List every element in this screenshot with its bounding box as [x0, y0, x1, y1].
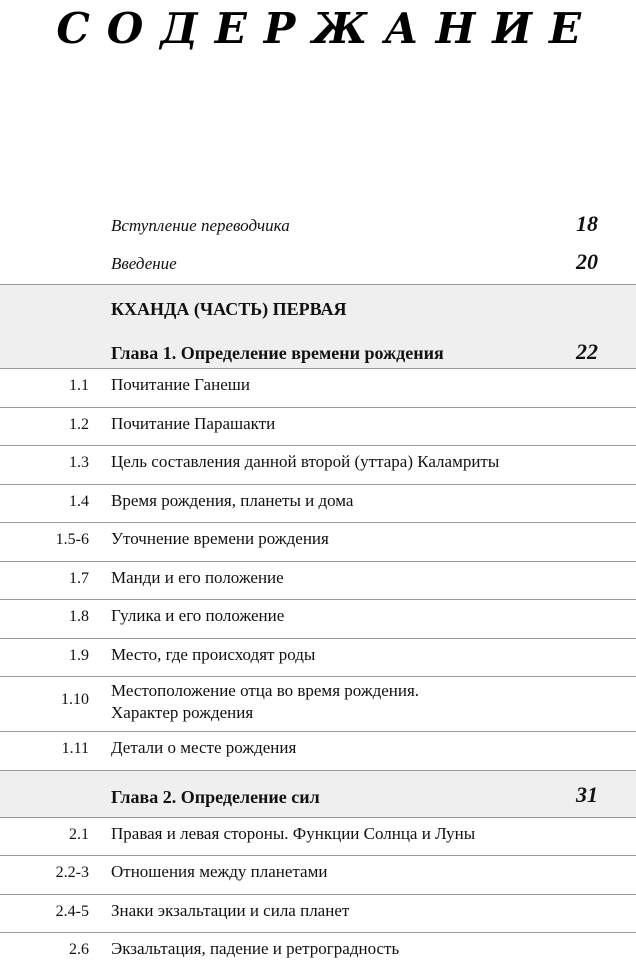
toc-entry[interactable] — [0, 523, 636, 562]
toc-entry-label: Знаки экзальтации и сила планет — [111, 901, 350, 920]
toc-entry[interactable] — [0, 562, 636, 600]
toc-entry-label: Место, где происходят роды — [111, 645, 316, 664]
toc-entry-number: 1.5-6 — [55, 531, 89, 548]
toc-entry-number: 2.4-5 — [55, 903, 89, 920]
toc-entry-label: Введение — [111, 254, 177, 273]
toc-entry[interactable] — [0, 933, 636, 972]
page-title: СОДЕРЖАНИЕ — [56, 4, 598, 53]
chapter-title[interactable]: Глава 2. Определение сил — [111, 787, 320, 807]
toc-entry-number: 1.11 — [61, 740, 89, 757]
part-title: КХАНДА (ЧАСТЬ) ПЕРВАЯ — [111, 299, 347, 319]
toc-entry-number: 2.1 — [69, 826, 89, 843]
toc-entry[interactable] — [0, 600, 636, 639]
toc-entry[interactable] — [0, 639, 636, 677]
toc-entry-label: Почитание Ганеши — [111, 375, 250, 394]
toc-entry-label: Манди и его положение — [111, 568, 284, 587]
toc-entry-number: 1.3 — [69, 454, 89, 471]
toc-entry-label: Правая и левая стороны. Функции Солнца и Луны — [111, 824, 476, 843]
part-header-band — [0, 284, 636, 369]
toc-entry-number: 1.9 — [69, 647, 89, 664]
toc-entry[interactable] — [0, 677, 636, 732]
toc-entry[interactable] — [0, 818, 636, 856]
toc-entry-label: Почитание Парашакти — [111, 414, 276, 433]
toc-entry-number: 2.2-3 — [55, 864, 89, 881]
chapter-title[interactable]: Глава 1. Определение времени рождения — [111, 343, 444, 363]
toc-entry[interactable] — [0, 408, 636, 446]
toc-entry[interactable] — [0, 895, 636, 933]
toc-entry[interactable] — [0, 485, 636, 523]
toc-entry-label: Уточнение времени рождения — [111, 529, 329, 548]
toc-entry[interactable] — [0, 732, 636, 770]
chapter-page-number: 22 — [576, 339, 598, 364]
toc-entry-number: 1.2 — [69, 416, 89, 433]
chapter-header-band — [0, 770, 636, 818]
toc-entry-label: Цель составления данной второй (уттара) Каламриты — [111, 452, 500, 471]
toc-entry-label: Вступление переводчика — [111, 216, 290, 235]
toc-entry-number: 1.8 — [69, 608, 89, 625]
toc-entry-label: Гулика и его положение — [111, 606, 285, 625]
toc-page-number: 20 — [576, 249, 598, 274]
toc-entry-label-line: Характер рождения — [111, 703, 254, 722]
toc-entry-number: 1.4 — [69, 493, 89, 510]
toc-entry[interactable] — [0, 369, 636, 408]
toc-entry[interactable] — [0, 446, 636, 485]
toc-entry[interactable] — [0, 856, 636, 895]
toc-entry-number: 1.1 — [69, 377, 89, 394]
toc-entry-label: Время рождения, планеты и дома — [111, 491, 354, 510]
toc-entry-label: Отношения между планетами — [111, 862, 328, 881]
toc-entry-label: Экзальтация, падение и ретроградность — [111, 939, 400, 958]
toc-page-number: 18 — [576, 211, 598, 236]
toc-entry-number: 2.6 — [69, 941, 89, 958]
chapter-page-number: 31 — [576, 782, 598, 807]
toc-entry-label — [111, 680, 611, 724]
toc-entry-number: 1.7 — [69, 570, 89, 587]
toc-intro-row[interactable] — [0, 211, 636, 252]
toc-entry-number: 1.10 — [61, 691, 89, 708]
toc-entry-label-line: Местоположение отца во время рождения. — [111, 681, 420, 700]
toc-entry-label: Детали о месте рождения — [111, 738, 297, 757]
